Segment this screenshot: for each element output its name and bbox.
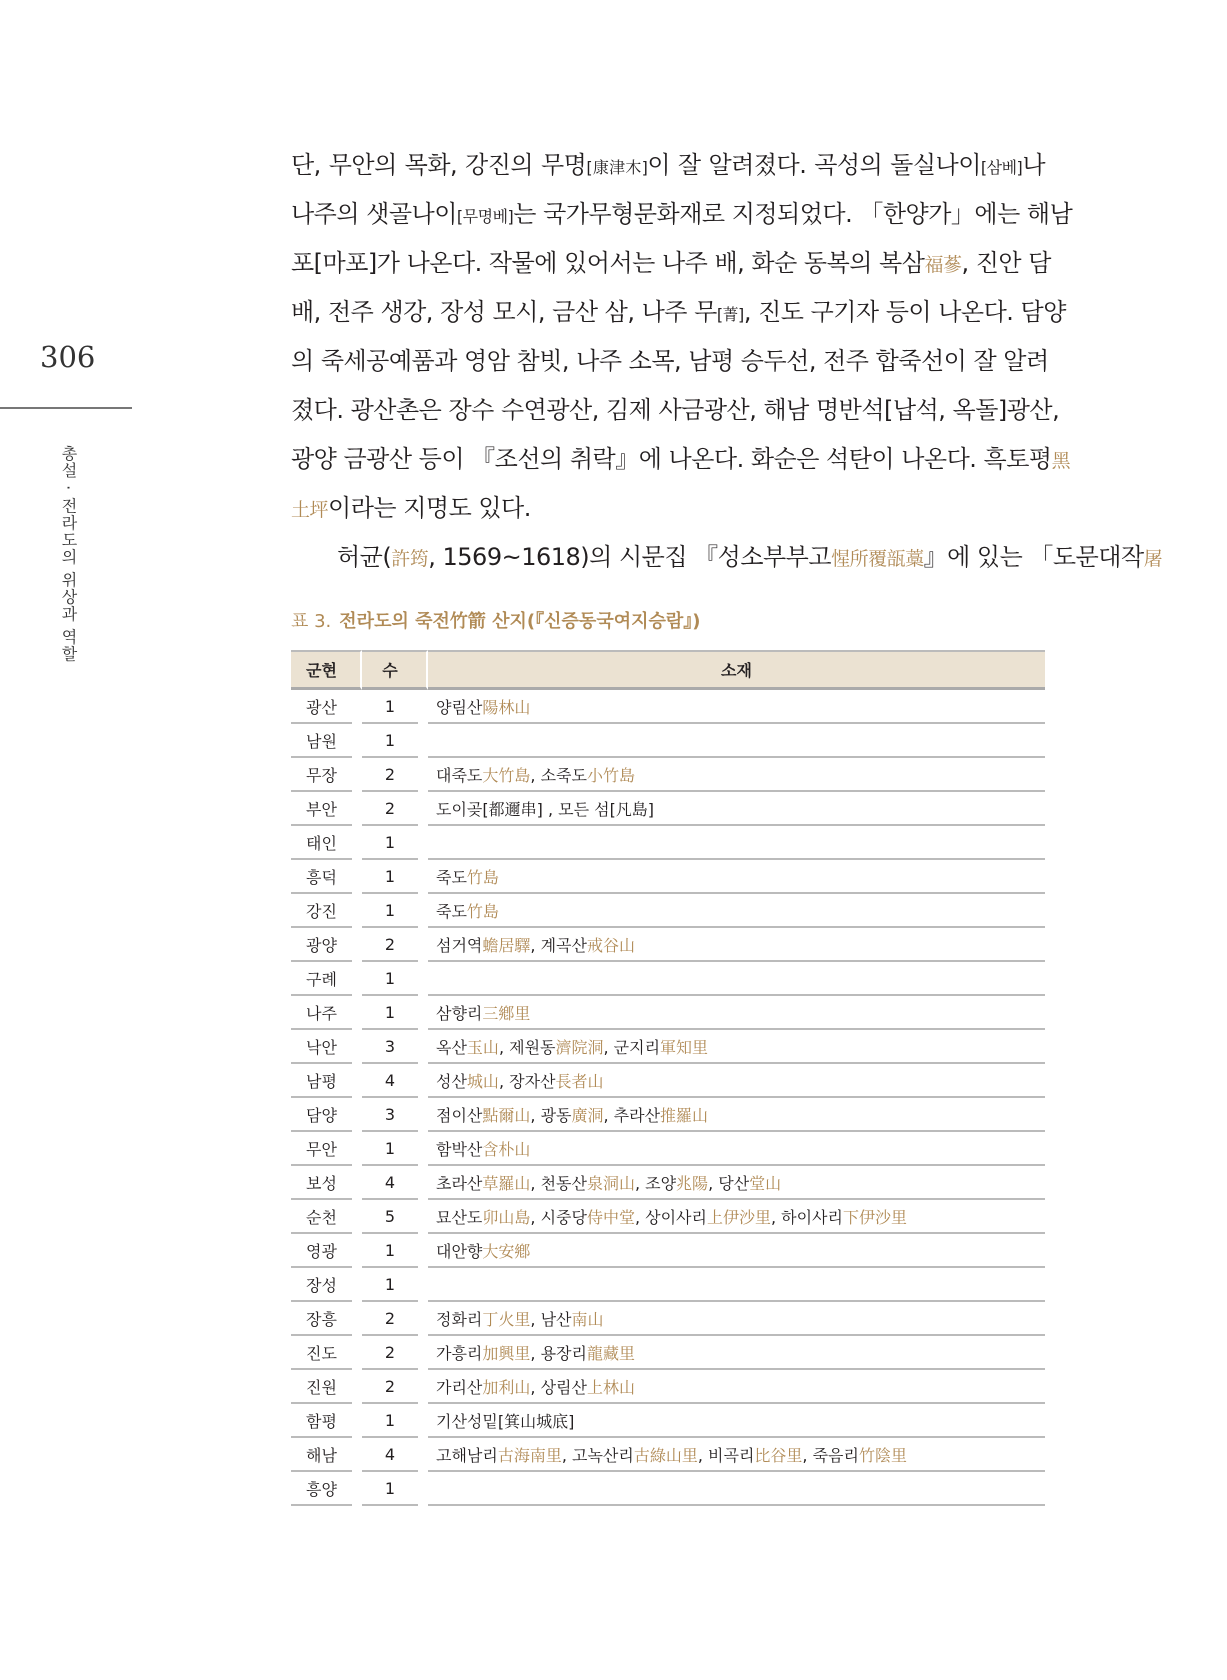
location-text: 기산성밑[箕山城底]: [436, 1411, 575, 1431]
county-cell: 장흥: [291, 1302, 352, 1336]
text-segment: [삼베]: [980, 158, 1023, 177]
text-segment: 단, 무안의 목화, 강진의 무명: [291, 151, 587, 179]
table-row: [291, 1132, 1045, 1166]
hanja-annotation: 草羅山: [482, 1173, 531, 1193]
cell-gap: [352, 894, 362, 928]
hanja-annotation: 點爾山: [482, 1105, 531, 1125]
header-gap: [352, 650, 362, 690]
cell-gap: [418, 1268, 428, 1302]
location-text: 묘산도: [436, 1207, 483, 1227]
count-cell: 2: [362, 758, 418, 792]
hanja-annotation: 上伊沙里: [706, 1207, 771, 1227]
hanja-annotation: 龍藏里: [586, 1343, 635, 1363]
location-text: , 제원동: [498, 1037, 556, 1057]
count-cell: 1: [362, 1234, 418, 1268]
text-segment: 졌다. 광산촌은 장수 수연광산, 김제 사금광산, 해남 명반석[납석, 옥돌]광산,: [291, 396, 1060, 424]
table-row: [291, 1472, 1045, 1506]
text-segment: , 진도 구기자 등이 나온다. 담양: [743, 298, 1066, 326]
hanja-annotation: 竹陰里: [858, 1445, 907, 1465]
hanja-annotation: 戒谷山: [586, 935, 635, 955]
location-cell: [428, 860, 1045, 894]
table-row: [291, 860, 1045, 894]
location-text: , 장자산: [498, 1071, 556, 1091]
cell-gap: [418, 1370, 428, 1404]
text-segment: 이라는 지명도 있다.: [328, 494, 531, 522]
hanja-annotation: 竹島: [466, 867, 499, 887]
table-row: [291, 724, 1045, 758]
count-cell: 1: [362, 1132, 418, 1166]
count-cell: 1: [362, 724, 418, 758]
count-cell: 1: [362, 1268, 418, 1302]
hanja-annotation: 含朴山: [482, 1139, 531, 1159]
table-row: [291, 1234, 1045, 1268]
header-gap: [418, 650, 428, 690]
location-text: , 계곡산: [530, 935, 587, 955]
body-text: [291, 146, 1163, 587]
count-cell: 4: [362, 1166, 418, 1200]
location-cell: [428, 724, 1045, 758]
count-cell: 1: [362, 1472, 418, 1506]
body-line: [291, 293, 1066, 342]
hanja-annotation: 大竹島: [482, 765, 531, 785]
cell-gap: [418, 1472, 428, 1506]
cell-gap: [418, 1132, 428, 1166]
body-line: [291, 489, 1045, 538]
hanja-annotation: 上林山: [586, 1377, 635, 1397]
county-cell: 흥덕: [291, 860, 352, 894]
location-text: 정화리: [436, 1309, 483, 1329]
count-cell: 1: [362, 894, 418, 928]
table-row: [291, 1200, 1045, 1234]
cell-gap: [352, 1234, 362, 1268]
body-line: [291, 538, 1163, 587]
cell-gap: [418, 826, 428, 860]
table-row: [291, 1336, 1045, 1370]
cell-gap: [418, 1166, 428, 1200]
location-text: , 죽음리: [802, 1445, 859, 1465]
page-number-rule: [0, 407, 132, 409]
location-cell: [428, 996, 1045, 1030]
county-cell: 구례: [291, 962, 352, 996]
count-cell: 2: [362, 928, 418, 962]
table-row: [291, 928, 1045, 962]
cell-gap: [418, 1234, 428, 1268]
table-row: [291, 1404, 1045, 1438]
body-line: [291, 244, 1051, 293]
page-number: 306: [40, 340, 96, 374]
text-segment: 배, 전주 생강, 장성 모시, 금산 삼, 나주 무: [291, 298, 717, 326]
cell-gap: [418, 1404, 428, 1438]
location-cell: [428, 1404, 1045, 1438]
hanja-annotation: 侍中堂: [586, 1207, 635, 1227]
cell-gap: [352, 724, 362, 758]
location-text: 고해남리: [436, 1445, 498, 1465]
count-cell: 1: [362, 860, 418, 894]
hanja-annotation: 比谷里: [754, 1445, 803, 1465]
county-cell: 담양: [291, 1098, 352, 1132]
county-cell: 진도: [291, 1336, 352, 1370]
location-cell: [428, 1336, 1045, 1370]
cell-gap: [418, 996, 428, 1030]
location-text: 양림산: [436, 697, 483, 717]
body-line: [291, 195, 1073, 244]
location-text: , 군지리: [603, 1037, 661, 1057]
location-text: , 상이사리: [634, 1207, 707, 1227]
county-cell: 낙안: [291, 1030, 352, 1064]
cell-gap: [418, 1098, 428, 1132]
hanja-annotation: 軍知里: [660, 1037, 709, 1057]
county-cell: 장성: [291, 1268, 352, 1302]
location-text: 대죽도: [436, 765, 483, 785]
location-cell: [428, 1132, 1045, 1166]
hanja-annotation: 竹島: [466, 901, 499, 921]
location-cell: [428, 1268, 1045, 1302]
hanja-annotation: 下伊沙里: [842, 1207, 907, 1227]
count-cell: 4: [362, 1438, 418, 1472]
location-text: 옥산: [436, 1037, 467, 1057]
hanja-annotation: 惺所覆瓿藁: [831, 548, 924, 570]
county-cell: 순천: [291, 1200, 352, 1234]
location-text: 섬거역: [436, 935, 483, 955]
location-text: , 조양: [634, 1173, 677, 1193]
table-row: [291, 1030, 1045, 1064]
county-cell: 흥양: [291, 1472, 352, 1506]
cell-gap: [352, 758, 362, 792]
table-row: [291, 826, 1045, 860]
location-cell: [428, 1098, 1045, 1132]
hanja-annotation: 小竹島: [586, 765, 635, 785]
location-text: , 하이사리: [770, 1207, 843, 1227]
table-row: [291, 962, 1045, 996]
count-cell: 1: [362, 1404, 418, 1438]
hanja-annotation: 古海南里: [497, 1445, 562, 1465]
location-cell: [428, 1370, 1045, 1404]
hanja-annotation: 加利山: [482, 1377, 531, 1397]
location-text: , 고녹산리: [561, 1445, 634, 1465]
text-segment: 의 죽세공예품과 영암 참빗, 나주 소목, 남평 승두선, 전주 합죽선이 잘 알려: [291, 347, 1049, 375]
table-row: [291, 1064, 1045, 1098]
hanja-annotation: 三鄕里: [482, 1003, 531, 1023]
hanja-annotation: 丁火里: [482, 1309, 531, 1329]
hanja-annotation: 兆陽: [676, 1173, 709, 1193]
cell-gap: [418, 758, 428, 792]
cell-gap: [418, 1336, 428, 1370]
county-cell: 남원: [291, 724, 352, 758]
table-title: 전라도의 죽전竹箭 산지(『신증동국여지승람』): [339, 611, 701, 632]
hanja-annotation: 屠: [1143, 548, 1163, 570]
cell-gap: [352, 962, 362, 996]
location-text: 가리산: [436, 1377, 483, 1397]
hanja-annotation: 卯山島: [482, 1207, 531, 1227]
count-cell: 4: [362, 1064, 418, 1098]
text-segment: 허균(: [337, 543, 392, 571]
count-cell: 1: [362, 826, 418, 860]
location-cell: [428, 962, 1045, 996]
location-cell: [428, 792, 1045, 826]
location-cell: [428, 1064, 1045, 1098]
header-county: 군현: [291, 650, 352, 690]
cell-gap: [418, 1302, 428, 1336]
table-row: [291, 1302, 1045, 1336]
count-cell: 3: [362, 1098, 418, 1132]
cell-gap: [352, 996, 362, 1030]
text-segment: 이 잘 알려졌다. 곡성의 돌실나이: [647, 151, 981, 179]
hanja-annotation: 城山: [466, 1071, 499, 1091]
cell-gap: [418, 724, 428, 758]
table-row: [291, 1098, 1045, 1132]
count-cell: 2: [362, 1302, 418, 1336]
cell-gap: [352, 1404, 362, 1438]
location-text: 가흥리: [436, 1343, 483, 1363]
table-row: [291, 996, 1045, 1030]
table-row: [291, 1268, 1045, 1302]
cell-gap: [352, 1370, 362, 1404]
hanja-annotation: 黑: [1051, 450, 1071, 472]
location-text: 삼향리: [436, 1003, 483, 1023]
cell-gap: [352, 792, 362, 826]
county-cell: 태인: [291, 826, 352, 860]
text-segment: [무명베]: [456, 207, 514, 226]
text-segment: [康津木]: [586, 158, 648, 177]
cell-gap: [418, 792, 428, 826]
hanja-annotation: 陽林山: [482, 697, 531, 717]
count-cell: 2: [362, 1370, 418, 1404]
body-line: [291, 391, 1060, 440]
table-row: [291, 894, 1045, 928]
cell-gap: [352, 1200, 362, 1234]
location-text: 초라산: [436, 1173, 483, 1193]
body-line: [291, 342, 1049, 391]
location-text: , 상림산: [530, 1377, 587, 1397]
table-row: [291, 1370, 1045, 1404]
cell-gap: [352, 1098, 362, 1132]
cell-gap: [352, 860, 362, 894]
county-cell: 나주: [291, 996, 352, 1030]
county-cell: 강진: [291, 894, 352, 928]
county-cell: 진원: [291, 1370, 352, 1404]
location-text: , 추라산: [603, 1105, 661, 1125]
location-text: , 시중당: [530, 1207, 587, 1227]
hanja-annotation: 長者山: [555, 1071, 604, 1091]
location-text: 성산: [436, 1071, 467, 1091]
cell-gap: [352, 1472, 362, 1506]
header-count: 수: [362, 650, 418, 690]
table-row: [291, 792, 1045, 826]
table-number: 표 3.: [291, 611, 332, 632]
hanja-annotation: 濟院洞: [555, 1037, 604, 1057]
county-cell: 보성: [291, 1166, 352, 1200]
cell-gap: [352, 1064, 362, 1098]
cell-gap: [352, 1438, 362, 1472]
text-segment: [菁]: [716, 305, 744, 324]
table-row: [291, 758, 1045, 792]
cell-gap: [418, 690, 428, 724]
count-cell: 5: [362, 1200, 418, 1234]
location-text: , 광동: [530, 1105, 572, 1125]
location-text: 점이산: [436, 1105, 483, 1125]
chapter-side-title: 총설 · 전라도의 위상과 역할: [59, 445, 78, 663]
count-cell: 3: [362, 1030, 418, 1064]
location-cell: [428, 758, 1045, 792]
cell-gap: [418, 1030, 428, 1064]
cell-gap: [418, 962, 428, 996]
location-cell: [428, 826, 1045, 860]
table-row: [291, 1438, 1045, 1472]
cell-gap: [418, 894, 428, 928]
hanja-annotation: 蟾居驛: [482, 935, 531, 955]
cell-gap: [418, 928, 428, 962]
body-line: [291, 146, 1045, 195]
location-cell: [428, 928, 1045, 962]
county-cell: 남평: [291, 1064, 352, 1098]
count-cell: 1: [362, 962, 418, 996]
text-segment: 』에 있는 「도문대작: [923, 543, 1144, 571]
table-row: [291, 690, 1045, 724]
cell-gap: [418, 1064, 428, 1098]
text-segment: 나주의 샛골나이: [291, 200, 457, 228]
table-caption: [291, 607, 701, 633]
table-header-row: [291, 650, 1045, 690]
cell-gap: [352, 1030, 362, 1064]
location-text: 대안향: [436, 1241, 483, 1261]
header-location: 소재: [428, 650, 1045, 690]
text-segment: 포[마포]가 나온다. 작물에 있어서는 나주 배, 화순 동복의 복삼: [291, 249, 925, 277]
cell-gap: [352, 1268, 362, 1302]
cell-gap: [352, 1336, 362, 1370]
hanja-annotation: 加興里: [482, 1343, 531, 1363]
county-cell: 함평: [291, 1404, 352, 1438]
location-cell: [428, 1472, 1045, 1506]
county-cell: 광양: [291, 928, 352, 962]
location-text: 함박산: [436, 1139, 483, 1159]
hanja-annotation: 許筠: [391, 548, 429, 570]
location-text: , 비곡리: [697, 1445, 755, 1465]
location-text: , 천동산: [530, 1173, 587, 1193]
cell-gap: [418, 1200, 428, 1234]
location-cell: [428, 1200, 1045, 1234]
text-segment: 나: [1022, 151, 1045, 179]
county-cell: 광산: [291, 690, 352, 724]
hanja-annotation: 古綠山里: [633, 1445, 698, 1465]
county-cell: 무장: [291, 758, 352, 792]
county-cell: 무안: [291, 1132, 352, 1166]
count-cell: 1: [362, 996, 418, 1030]
hanja-annotation: 南山: [571, 1309, 604, 1329]
cell-gap: [352, 1166, 362, 1200]
hanja-annotation: 推羅山: [660, 1105, 709, 1125]
cell-gap: [352, 690, 362, 724]
bamboo-arrow-table: [291, 650, 1045, 1506]
table-row: [291, 1166, 1045, 1200]
hanja-annotation: 廣洞: [571, 1105, 604, 1125]
text-segment: 는 국가무형문화재로 지정되었다. 「한양가」에는 해남: [513, 200, 1073, 228]
location-cell: [428, 1030, 1045, 1064]
location-text: 죽도: [436, 867, 467, 887]
county-cell: 부안: [291, 792, 352, 826]
hanja-annotation: 土坪: [291, 499, 329, 521]
text-segment: , 진안 담: [961, 249, 1051, 277]
cell-gap: [418, 860, 428, 894]
cell-gap: [418, 1438, 428, 1472]
hanja-annotation: 堂山: [749, 1173, 782, 1193]
location-cell: [428, 1302, 1045, 1336]
location-cell: [428, 1234, 1045, 1268]
hanja-annotation: 福蔘: [924, 254, 962, 276]
hanja-annotation: 大安鄕: [482, 1241, 531, 1261]
text-segment: , 1569~1618)의 시문집 『성소부부고: [428, 543, 832, 571]
hanja-annotation: 泉洞山: [586, 1173, 635, 1193]
county-cell: 해남: [291, 1438, 352, 1472]
location-cell: [428, 1438, 1045, 1472]
location-cell: [428, 894, 1045, 928]
count-cell: 2: [362, 792, 418, 826]
location-text: , 소죽도: [530, 765, 587, 785]
text-segment: 광양 금광산 등이 『조선의 취락』에 나온다. 화순은 석탄이 나온다. 흑토평: [291, 445, 1052, 473]
cell-gap: [352, 826, 362, 860]
cell-gap: [352, 928, 362, 962]
cell-gap: [352, 1132, 362, 1166]
count-cell: 1: [362, 690, 418, 724]
location-cell: [428, 1166, 1045, 1200]
location-text: , 당산: [708, 1173, 750, 1193]
hanja-annotation: 玉山: [466, 1037, 499, 1057]
location-text: 도이곶[都邇串] , 모든 섬[凡島]: [436, 799, 655, 819]
location-text: , 용장리: [530, 1343, 587, 1363]
county-cell: 영광: [291, 1234, 352, 1268]
location-text: , 남산: [530, 1309, 572, 1329]
location-cell: [428, 690, 1045, 724]
cell-gap: [352, 1302, 362, 1336]
body-line: [291, 440, 1071, 489]
location-text: 죽도: [436, 901, 467, 921]
count-cell: 2: [362, 1336, 418, 1370]
